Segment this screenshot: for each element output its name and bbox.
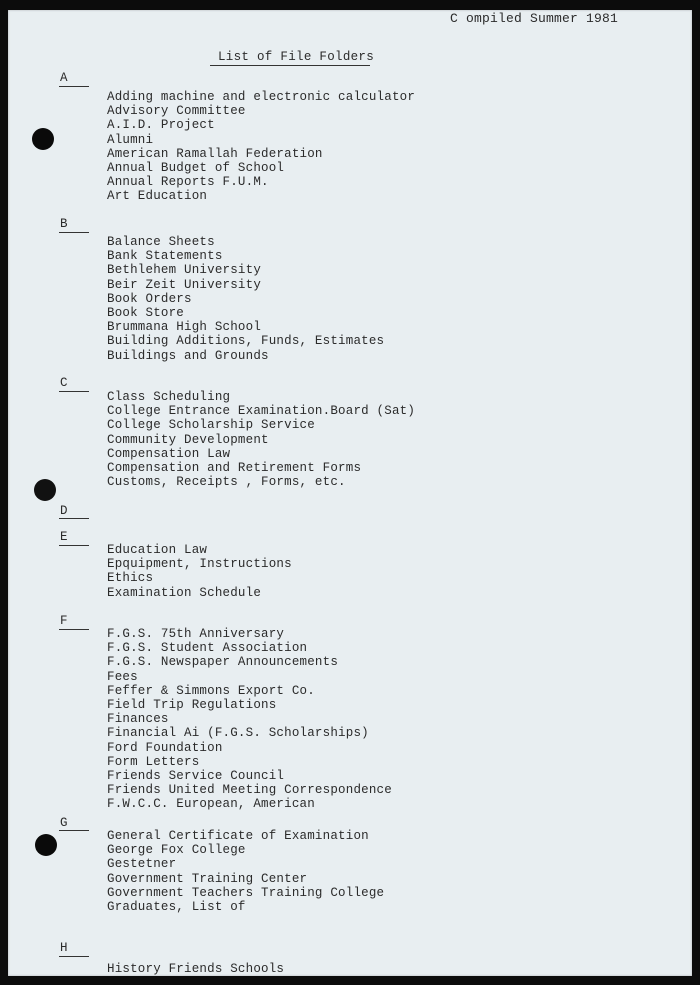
folder-item: Annual Budget of School: [107, 160, 285, 175]
folder-item: F.G.S. Newspaper Announcements: [107, 655, 339, 670]
folder-item: Friends Service Council: [107, 768, 285, 783]
section-letter: A: [60, 71, 68, 85]
folder-item: Community Development: [107, 432, 269, 447]
letter-underline: [59, 956, 89, 957]
folder-item: Epquipment, Instructions: [107, 557, 292, 572]
folder-item: Art Education: [107, 189, 208, 204]
folder-item: Bank Statements: [107, 249, 223, 264]
punch-hole: [34, 479, 56, 501]
page-title: List of File Folders: [218, 50, 375, 64]
letter-underline: [59, 545, 89, 546]
folder-item: American Ramallah Federation: [107, 146, 323, 161]
folder-list: [107, 543, 292, 600]
letter-underline: [59, 391, 89, 392]
folder-item: Compensation Law: [107, 446, 231, 461]
section-letter: G: [60, 816, 68, 830]
folder-item: Government Training Center: [107, 871, 308, 886]
folder-item: Balance Sheets: [107, 235, 215, 249]
section-letter: H: [60, 941, 68, 955]
folder-item: Friends United Meeting Correspondence: [107, 783, 392, 798]
folder-item: Gestetner: [107, 857, 177, 872]
folder-item: Customs, Receipts , Forms, etc.: [107, 475, 346, 490]
punch-hole: [35, 834, 57, 856]
folder-item: General Certificate of Examination: [107, 829, 369, 843]
section-letter: F: [60, 614, 68, 628]
section-letter: C: [60, 376, 68, 390]
letter-underline: [59, 232, 89, 233]
folder-list: [107, 962, 284, 976]
folder-item: Brummana High School: [107, 320, 262, 335]
folder-item: Education Law: [107, 543, 208, 557]
folder-item: Book Orders: [107, 291, 192, 306]
folder-list: [107, 235, 384, 363]
folder-list: [107, 829, 384, 914]
folder-item: College Entrance Examination.Board (Sat): [107, 404, 416, 419]
folder-item: Class Scheduling: [107, 390, 231, 404]
folder-list: [107, 627, 392, 811]
compiled-date: C ompiled Summer 1981: [450, 11, 619, 26]
folder-item: Feffer & Simmons Export Co.: [107, 683, 315, 698]
folder-item: Advisory Committee: [107, 104, 246, 119]
folder-item: Bethlehem University: [107, 263, 262, 278]
folder-item: Buildings and Grounds: [107, 348, 269, 363]
folder-item: Alumni: [107, 132, 154, 147]
folder-item: College Scholarship Service: [107, 418, 315, 433]
folder-item: Compensation and Retirement Forms: [107, 460, 362, 475]
folder-item: Fees: [107, 669, 138, 684]
folder-item: George Fox College: [107, 843, 246, 858]
folder-item: Ethics: [107, 571, 154, 586]
folder-item: F.G.S. Student Association: [107, 641, 308, 656]
folder-item: A.I.D. Project: [107, 118, 215, 133]
folder-item: Government Teachers Training College: [107, 885, 385, 900]
folder-item: History Friends Schools: [107, 962, 285, 976]
folder-item: Annual Reports F.U.M.: [107, 175, 269, 190]
folder-item: F.W.C.C. European, American: [107, 797, 315, 812]
section-letter: E: [60, 530, 68, 544]
folder-item: Form Letters: [107, 754, 200, 769]
folder-item: Adding machine and electronic calculator: [107, 90, 416, 104]
folder-item: Examination Schedule: [107, 585, 262, 600]
folder-item: Field Trip Regulations: [107, 697, 277, 712]
document-page: [8, 10, 692, 976]
folder-item: F.G.S. 75th Anniversary: [107, 627, 285, 641]
letter-underline: [59, 86, 89, 87]
letter-underline: [59, 629, 89, 630]
folder-item: Financial Ai (F.G.S. Scholarships): [107, 726, 369, 741]
punch-hole: [32, 128, 54, 150]
folder-item: Graduates, List of: [107, 899, 246, 914]
folder-item: Beir Zeit University: [107, 277, 262, 292]
folder-item: Building Additions, Funds, Estimates: [107, 334, 385, 349]
folder-item: Ford Foundation: [107, 740, 223, 755]
letter-underline: [59, 830, 89, 831]
section-letter: B: [60, 217, 68, 231]
folder-list: [107, 90, 415, 204]
folder-item: Book Store: [107, 305, 185, 320]
letter-underline: [59, 518, 89, 519]
section-letter: D: [60, 504, 68, 518]
folder-item: Finances: [107, 712, 169, 727]
folder-list: [107, 390, 415, 489]
title-underline: [210, 65, 370, 66]
